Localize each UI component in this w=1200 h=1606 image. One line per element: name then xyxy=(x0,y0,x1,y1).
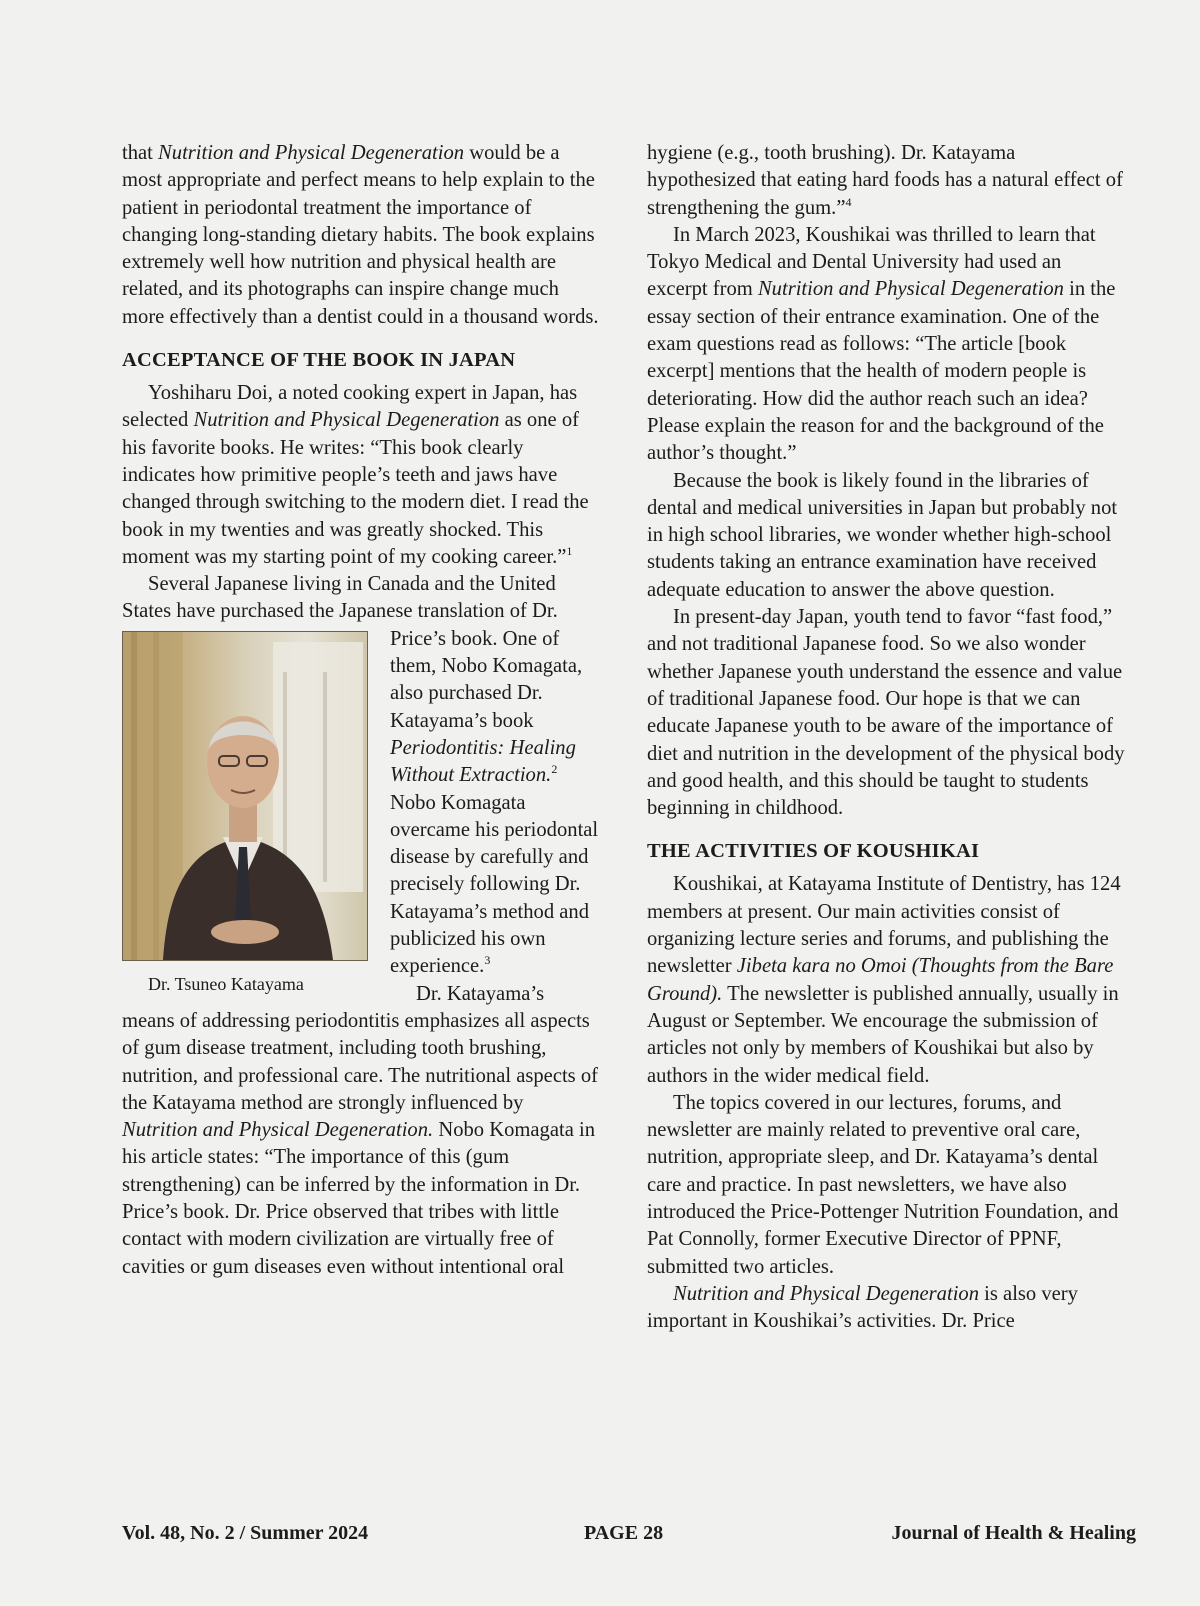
portrait-illustration xyxy=(123,632,367,960)
section-heading: ACCEPTANCE OF THE BOOK IN JAPAN xyxy=(122,349,516,372)
issue-info: Vol. 48, No. 2 / Summer 2024 xyxy=(122,1522,369,1544)
paragraph: Nutrition and Physical Degeneration is also very important in Koushikai’s activities. Dr. Price xyxy=(647,1282,1078,1333)
paragraph: hygiene (e.g., tooth brushing). Dr. Katayama hypothesized that eating hard foods has a natural effect of strengthening the gum.”$^4$ xyxy=(647,142,1123,219)
paragraph: Because the book is likely found in the libraries of dental and medical universities in Japan but probably not in high school libraries, we wonder whether high-school students taking an entrance examination have received adequate education to answer the above question. xyxy=(647,469,1118,601)
figure-caption: Dr. Tsuneo Katayama xyxy=(148,974,304,995)
left-column xyxy=(122,140,600,1281)
paragraph: In present-day Japan, youth tend to favor “fast food,” and not traditional Japanese food. So we also wonder whether Japanese youth understand the essence and value of traditional Japanese food. Our hope is that we can educate Japanese youth to be aware of the importance of diet and nutrition in the development of the physical body and good health, and this should be taught to students beginning in childhood. xyxy=(647,606,1125,820)
paragraph: The topics covered in our lectures, forums, and newsletter are mainly related to preventive oral care, nutrition, appropriate sleep, and Dr. Katayama’s dental care and practice. In past newsletters, we have also introduced the Price-Pottenger Nutrition Foundation, and Pat Connolly, former Executive Director of PPNF, submitted two articles. xyxy=(647,1091,1119,1278)
journal-title: Journal of Health & Healing xyxy=(891,1522,1136,1544)
paragraph: Koushikai, at Katayama Institute of Dentistry, has 124 members at present. Our main activities consist of organizing lecture series and forums, and publishing the newsletter Jibeta kara no Omoi (Thoughts from the Bare Ground). The newsletter is published annually, usually in August or September. We encourage the submission of articles not only by members of Koushikai but also by authors in the wider medical field. xyxy=(647,873,1121,1087)
paragraph: Dr. Tsuneo Katayama Several Japanese living in Canada and the United States have purchased the Japanese translation of Dr. Price’s book. One of them, Nobo Komagata, also purchased Dr. Katayama’s book Periodontitis: Healing Without Extraction.$^2$ Nobo Komagata overcame his periodontal disease by carefully and precisely following Dr. Katayama’s method and publicized his own experience.$^3$ xyxy=(122,573,599,995)
paragraph: Dr. Katayama’s means of addressing periodontitis emphasizes all aspects of gum disease treatment, including tooth brushing, nutrition, and professional care. The nutritional aspects of the Katayama method are strongly influenced by Nutrition and Physical Degeneration. Nobo Komagata in his article states: “The importance of this (gum strengthening) can be inferred by the information in Dr. Price’s book. Dr. Price observed that tribes with little contact with modern civilization are virtually free of cavities or gum diseases even without intentional oral xyxy=(122,982,598,1278)
figure xyxy=(122,631,374,995)
paragraph: that Nutrition and Physical Degeneration would be a most appropriate and perfect means to help explain to the patient in periodontal treatment the importance of changing long-standing dietary habits. The book explains extremely well how nutrition and physical health are related, and its photographs can inspire change much more effectively than a dentist could in a thousand words. xyxy=(122,142,599,328)
paragraph: In March 2023, Koushikai was thrilled to learn that Tokyo Medical and Dental University had used an excerpt from Nutrition and Physical Degeneration in the essay section of their entrance examination. One of the exam questions read as follows: “The article [book excerpt] mentions that the health of modern people is deteriorating. How did the author reach such an idea? Please explain the reason for and the background of the author’s thought.” xyxy=(647,223,1116,465)
paragraph: Yoshiharu Doi, a noted cooking expert in Japan, has selected Nutrition and Physical Degeneration as one of his favorite books. He writes: “This book clearly indicates how primitive people’s teeth and jaws have changed through switching to the modern diet. I read the book in my twenties and was greatly shocked. This moment was my starting point of my cooking career.”$^1$ xyxy=(122,382,589,568)
section-heading: THE ACTIVITIES OF KOUSHIKAI xyxy=(647,840,980,863)
right-column xyxy=(647,140,1125,1335)
page-number: PAGE 28 xyxy=(584,1522,664,1544)
portrait-photo xyxy=(122,631,368,961)
